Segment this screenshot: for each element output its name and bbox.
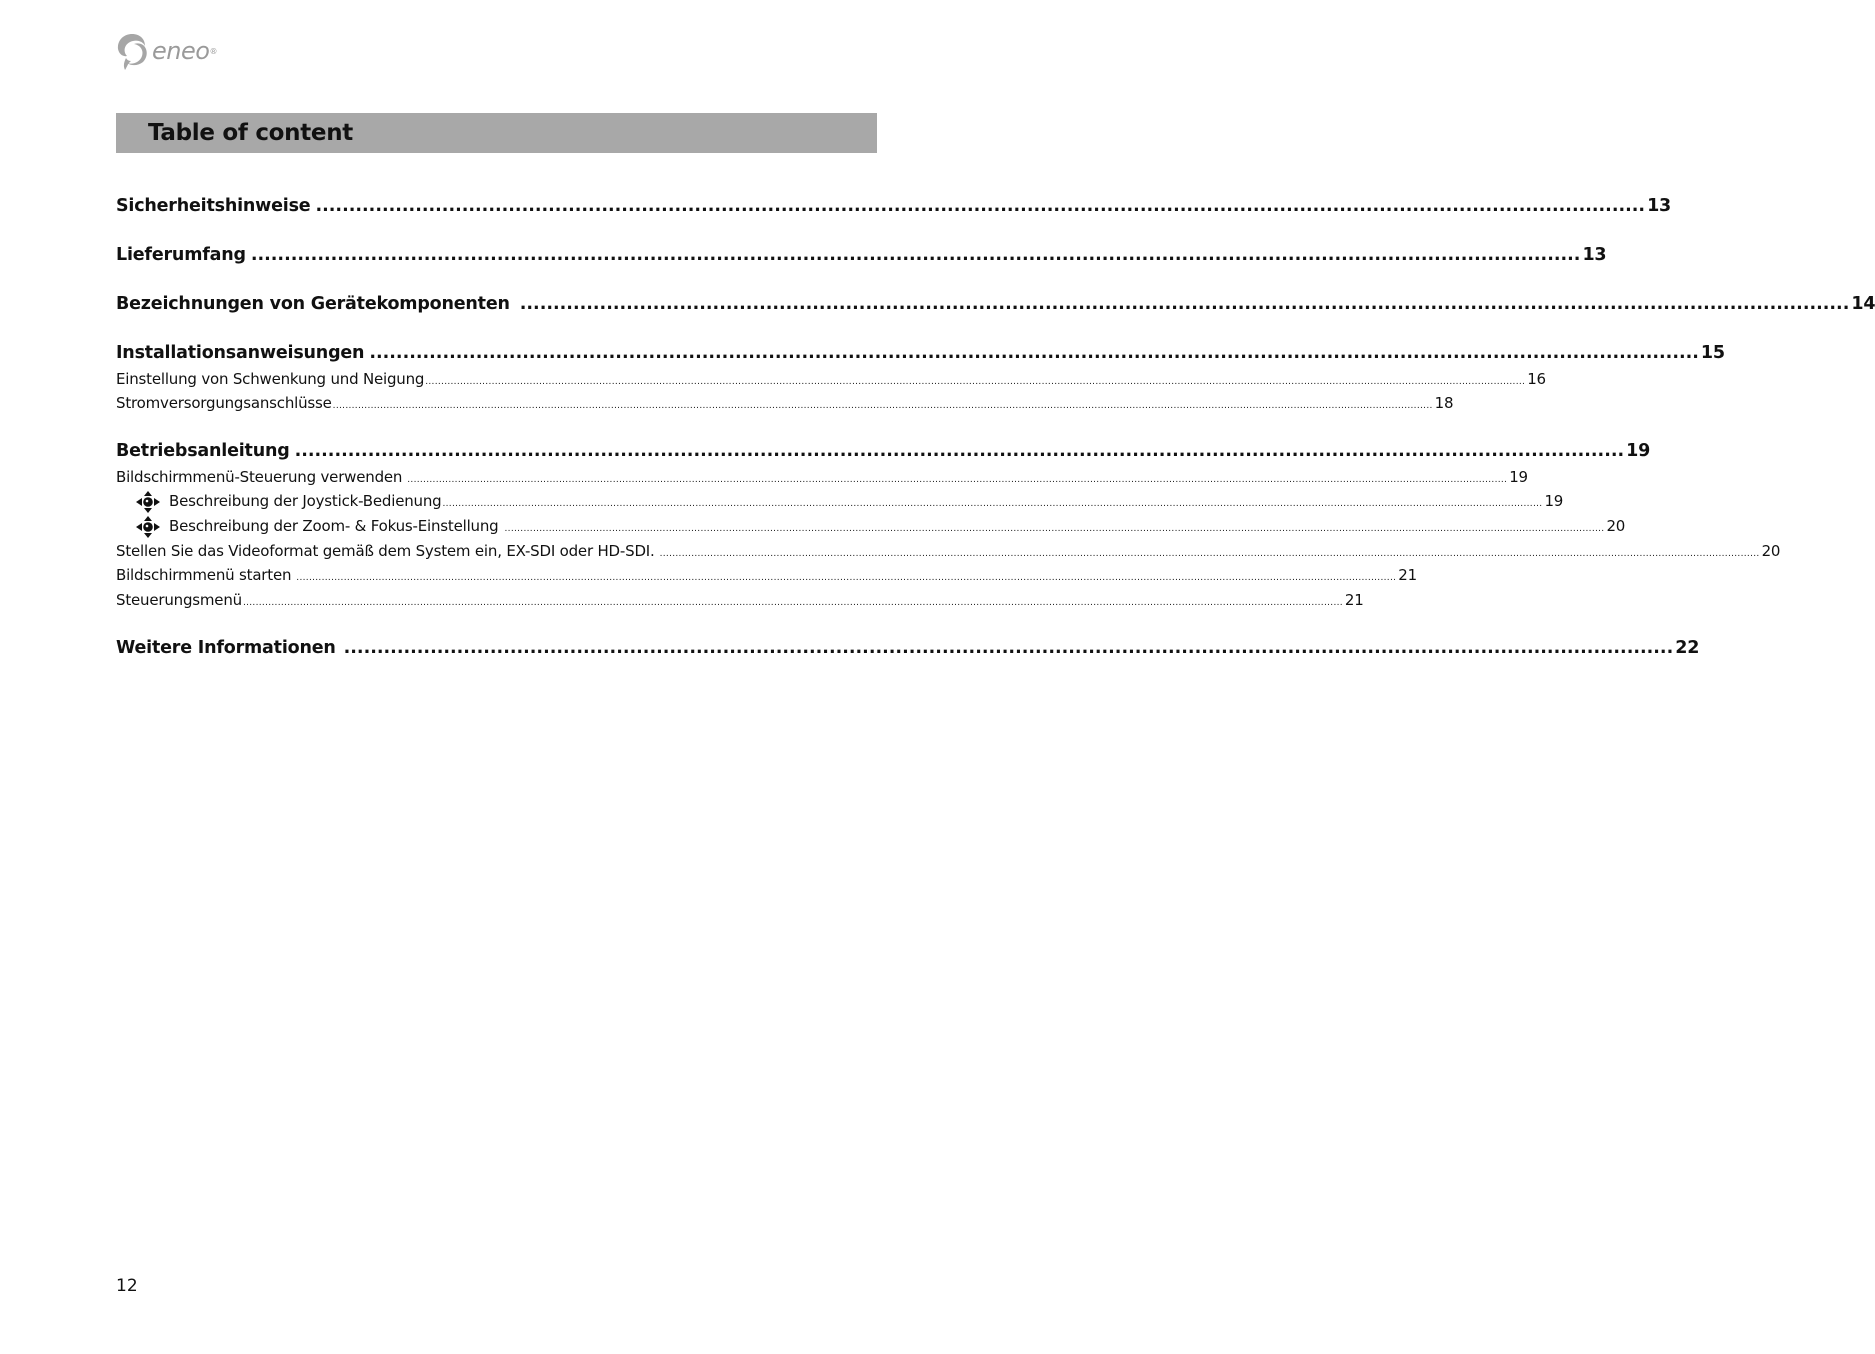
brand-logo [114, 30, 217, 72]
toc-leader: ........................................................................................................................................................................................................ [250, 245, 1581, 265]
toc-label: Einstellung von Schwenkung und Neigung [116, 370, 425, 388]
toc-page: 16 [1527, 370, 1546, 388]
toc-page: 21 [1344, 591, 1364, 609]
toc-entry-bezeichnungen[interactable] [116, 294, 1875, 318]
toc-leader: ............................................................................................................................................................................................................................................................................................................................................................ [425, 377, 1526, 387]
toc-leader: ........................................................................................................................................................................................................ [343, 638, 1674, 658]
toc-leader: ............................................................................................................................................................................................................................................................................................................................................................ [442, 499, 1543, 509]
toc-label: Stromversorgungsanschlüsse [116, 394, 332, 412]
toc-entry-stromversorgung[interactable] [116, 394, 1454, 414]
title-bar [116, 113, 877, 153]
toc-entry-betriebsanleitung[interactable] [116, 441, 1651, 465]
logo-registered-mark: ® [209, 46, 218, 56]
toc-entry-sicherheitshinweise[interactable] [116, 196, 1672, 220]
toc-leader: ............................................................................................................................................................................................................................................................................................................................................................ [504, 524, 1605, 534]
toc-entry-installationsanweisungen[interactable] [116, 343, 1725, 367]
toc-page: 19 [1626, 441, 1651, 461]
toc-label: Betriebsanleitung [116, 441, 290, 461]
toc-leader: ............................................................................................................................................................................................................................................................................................................................................................ [242, 598, 1343, 608]
toc-leader: ........................................................................................................................................................................................................ [315, 196, 1646, 216]
toc-page: 14 [1851, 294, 1875, 314]
toc-page: 20 [1606, 517, 1626, 535]
logo-wordmark: eneo [152, 37, 210, 65]
toc-leader: ............................................................................................................................................................................................................................................................................................................................................................ [407, 475, 1508, 485]
toc-leader: ........................................................................................................................................................................................................ [369, 343, 1699, 363]
toc-entry-steuerungsmenu[interactable] [116, 591, 1364, 611]
toc-label: Installationsanweisungen [116, 343, 365, 363]
toc-label: Beschreibung der Joystick-Bedienung [169, 492, 442, 510]
page-title: Table of content [148, 120, 353, 146]
toc-leader: ........................................................................................................................................................................................................ [519, 294, 1850, 314]
toc-label: Beschreibung der Zoom- & Fokus-Einstellung [169, 517, 499, 535]
toc-page: 20 [1761, 542, 1781, 560]
toc-leader: ............................................................................................................................................................................................................................................................................................................................................................ [296, 573, 1397, 583]
toc-page: 15 [1700, 343, 1725, 363]
toc-label: Steuerungsmenü [116, 591, 242, 609]
eneo-swirl-logo-icon [114, 31, 150, 71]
toc-entry-osd-steuerung[interactable] [116, 468, 1528, 488]
toc-leader: ............................................................................................................................................................................................................................................................................................................................................................ [332, 401, 1433, 411]
toc-page: 18 [1434, 394, 1454, 412]
toc-page: 19 [1509, 468, 1528, 486]
toc-page: 13 [1582, 245, 1607, 265]
toc-label: Sicherheitshinweise [116, 196, 311, 216]
toc-leader: ........................................................................................................................................................................................................ [294, 441, 1625, 461]
joystick-arrows-icon [136, 491, 160, 513]
joystick-arrows-icon [136, 516, 160, 538]
toc-entry-videoformat[interactable] [116, 542, 1781, 562]
toc-entry-schwenkung-neigung[interactable] [116, 370, 1546, 390]
page-number: 12 [116, 1276, 138, 1296]
toc-leader: ............................................................................................................................................................................................................................................................................................................................................................ [659, 549, 1760, 559]
toc-page: 22 [1675, 638, 1700, 658]
toc-entry-osd-starten[interactable] [116, 566, 1417, 586]
toc-entry-lieferumfang[interactable] [116, 245, 1607, 269]
toc-label: Lieferumfang [116, 245, 246, 265]
toc-page: 21 [1398, 566, 1417, 584]
toc-label: Bildschirmmenü starten [116, 566, 292, 584]
toc-page: 19 [1544, 492, 1564, 510]
toc-entry-weitere-informationen[interactable] [116, 638, 1700, 662]
toc-label: Weitere Informationen [116, 638, 336, 658]
toc-label: Bildschirmmenü-Steuerung verwenden [116, 468, 403, 486]
toc-entry-zoom-fokus[interactable] [136, 517, 1626, 537]
toc-label: Bezeichnungen von Gerätekomponenten [116, 294, 510, 314]
toc-entry-joystick-bedienung[interactable] [136, 492, 1564, 512]
toc-page: 13 [1647, 196, 1672, 216]
toc-label: Stellen Sie das Videoformat gemäß dem System ein, EX-SDI oder HD-SDI. [116, 542, 655, 560]
